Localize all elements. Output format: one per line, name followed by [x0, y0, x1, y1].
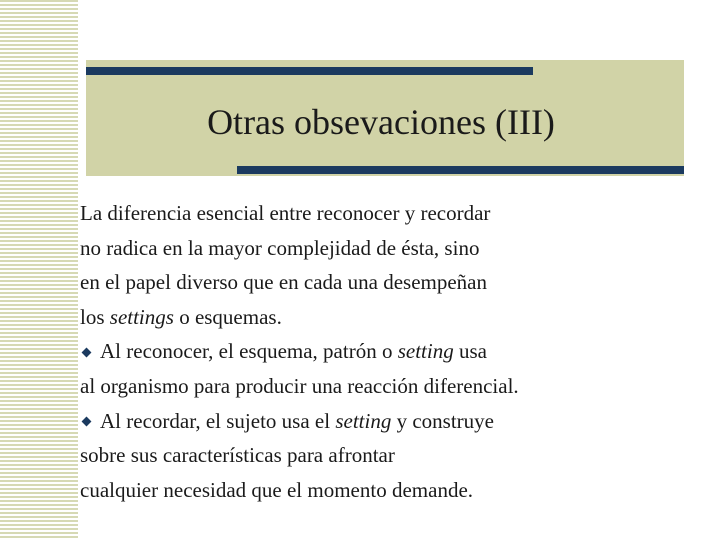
emphasis: setting [397, 339, 454, 364]
bullet-continuation: al organismo para producir una reacción diferencial. [80, 373, 519, 398]
title-bottom-bar [237, 166, 684, 174]
diamond-bullet-icon [82, 416, 92, 426]
bullet-continuation: sobre sus características para afrontar [80, 443, 395, 468]
bullet-item: Al reconocer, el esquema, patrón o setting usa [80, 334, 700, 369]
emphasis: setting [335, 408, 392, 433]
title-top-bar [86, 67, 533, 75]
paragraph-line: no radica en la mayor complejidad de ésta, sino [80, 235, 480, 260]
decorative-stripes [0, 0, 78, 540]
slide-title: Otras obsevaciones (III) [207, 102, 555, 142]
bullet-continuation: cualquier necesidad que el momento demande. [80, 477, 474, 502]
diamond-bullet-icon [82, 347, 92, 357]
paragraph-line: los settings o esquemas. [80, 304, 282, 329]
bullet-item: Al recordar, el sujeto usa el setting y construye [80, 404, 700, 439]
emphasis: settings [109, 304, 174, 329]
paragraph-line: La diferencia esencial entre reconocer y recordar [80, 201, 491, 225]
slide-body [80, 196, 700, 507]
paragraph-line: en el papel diverso que en cada una desempeñan [80, 270, 487, 295]
